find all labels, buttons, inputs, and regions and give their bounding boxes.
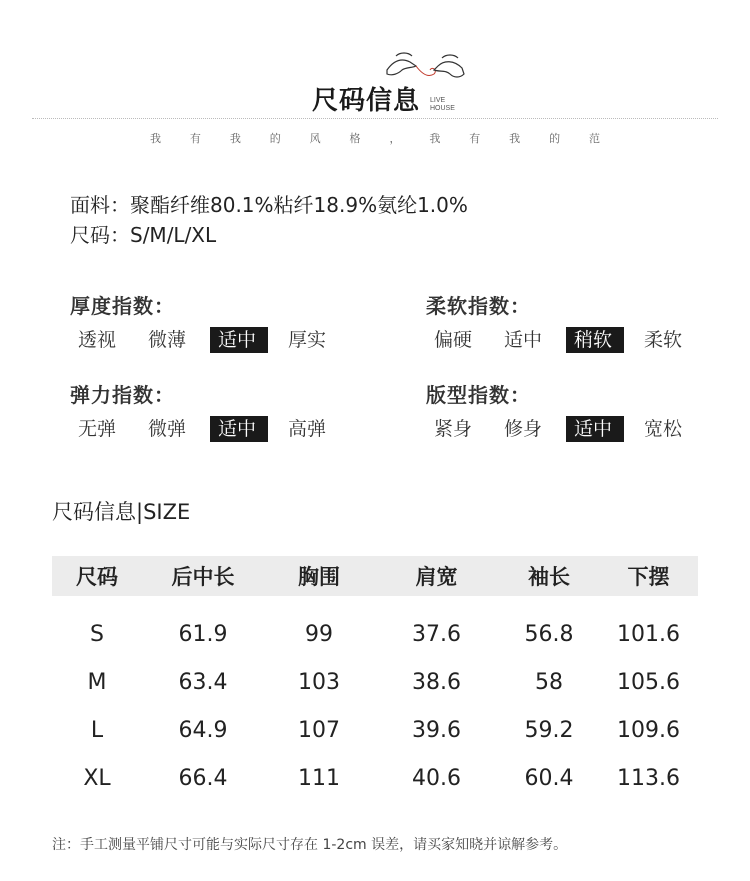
- index-option: 适中: [504, 329, 543, 351]
- header-cell: 后中长: [171, 565, 235, 589]
- table-cell: 103: [298, 669, 340, 695]
- index-title: 柔软指数：: [426, 294, 531, 318]
- table-cell: 38.6: [412, 669, 461, 695]
- index-option: 偏硬: [434, 329, 473, 351]
- index-option-selected: 稍软: [566, 327, 624, 353]
- index-option: 透视: [78, 329, 117, 351]
- table-cell: 99: [305, 621, 333, 647]
- index-option: 柔软: [644, 329, 683, 351]
- size-list: 尺码：S/M/L/XL: [70, 223, 217, 247]
- table-cell: 101.6: [617, 621, 680, 647]
- table-cell: 56.8: [524, 621, 574, 647]
- table-cell: L: [90, 717, 104, 743]
- table-cell: 105.6: [617, 669, 680, 695]
- table-cell: S: [90, 621, 104, 647]
- table-cell: 64.9: [178, 717, 228, 743]
- table-cell: 63.4: [178, 669, 228, 695]
- index-option: 微弹: [148, 418, 187, 440]
- page-title: 尺码信息: [312, 86, 421, 116]
- table-cell: 58: [535, 669, 563, 695]
- measurement-note: 注：手工测量平铺尺寸可能与实际尺寸存在 1-2cm 误差，请买家知晓并谅解参考。: [52, 837, 568, 853]
- table-cell: 107: [298, 717, 340, 743]
- table-cell: 61.9: [178, 621, 228, 647]
- header-cell: 下摆: [627, 565, 670, 589]
- fabric-info: 面料：聚酯纤维80.1%粘纤18.9%氨纶1.0%: [70, 193, 468, 217]
- table-cell: XL: [83, 765, 111, 791]
- index-thickness: [70, 290, 350, 353]
- header-cell: 尺码: [76, 565, 118, 589]
- index-title: 版型指数：: [426, 383, 531, 407]
- index-option: 宽松: [644, 418, 683, 440]
- index-option-selected: 适中: [566, 416, 624, 442]
- index-option: 厚实: [288, 329, 327, 351]
- table-row: [52, 610, 698, 658]
- index-option: 修身: [504, 418, 543, 440]
- index-options: [70, 327, 350, 353]
- table-cell: 60.4: [524, 765, 574, 791]
- index-title: 弹力指数：: [70, 383, 175, 407]
- index-option: 紧身: [434, 418, 473, 440]
- index-options: [70, 416, 350, 442]
- index-option: 微薄: [148, 329, 187, 351]
- table-row: [52, 754, 698, 802]
- index-option: 高弹: [288, 418, 327, 440]
- dotted-divider: [32, 118, 718, 119]
- header-cell: 袖长: [528, 565, 570, 589]
- table-cell: 111: [298, 765, 340, 791]
- table-row: [52, 658, 698, 706]
- index-option: 无弹: [78, 418, 117, 440]
- slogan: 我 有 我 的 风 格 ， 我 有 我 的 范: [150, 132, 600, 145]
- index-option-selected: 适中: [210, 416, 268, 442]
- size-table: [52, 556, 698, 802]
- table-cell: M: [87, 669, 107, 695]
- index-options: [426, 327, 706, 353]
- table-cell: 66.4: [178, 765, 228, 791]
- table-header: [52, 556, 698, 596]
- index-title: 厚度指数：: [70, 294, 175, 318]
- index-elasticity: [70, 379, 350, 442]
- table-cell: 59.2: [524, 717, 574, 743]
- table-cell: 39.6: [412, 717, 461, 743]
- index-option-selected: 适中: [210, 327, 268, 353]
- table-row: [52, 706, 698, 754]
- table-cell: 113.6: [617, 765, 680, 791]
- header-cell: 肩宽: [415, 565, 458, 589]
- index-softness: [426, 290, 706, 353]
- header-cell: 胸围: [298, 565, 340, 589]
- index-fit: [426, 379, 706, 442]
- table-cell: 109.6: [617, 717, 680, 743]
- size-section-title: 尺码信息|SIZE: [52, 500, 191, 524]
- table-cell: 37.6: [412, 621, 461, 647]
- table-cell: 40.6: [412, 765, 461, 791]
- index-options: [426, 416, 706, 442]
- brand-small-text: LIVE HOUSE: [430, 97, 455, 112]
